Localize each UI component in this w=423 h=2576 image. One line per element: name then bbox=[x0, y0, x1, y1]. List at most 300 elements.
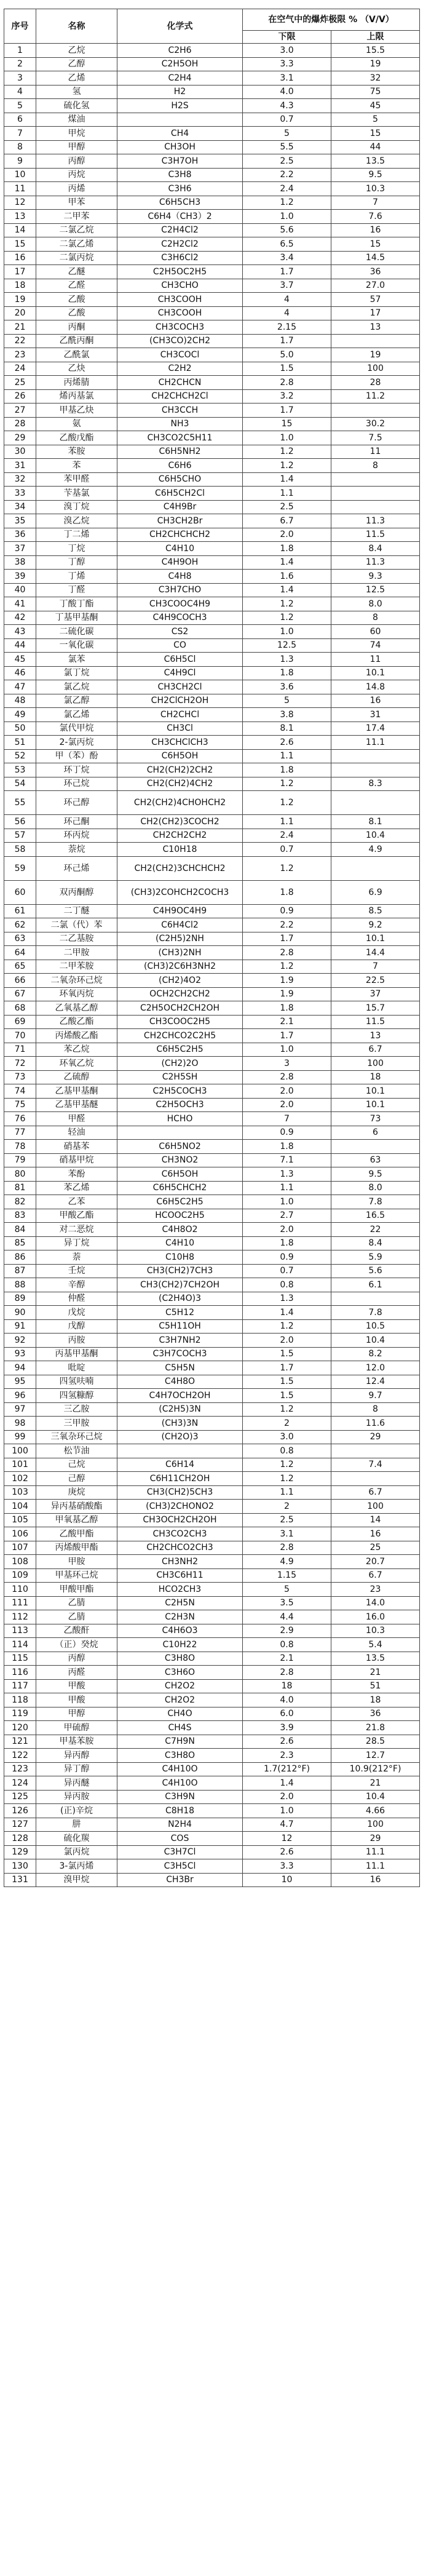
cell-lower-limit: 2.8 bbox=[243, 1070, 331, 1084]
cell-name: 氢 bbox=[36, 85, 117, 99]
cell-index: 127 bbox=[4, 1818, 36, 1832]
cell-name: 甲基环己烷 bbox=[36, 1568, 117, 1583]
cell-lower-limit: 1.1 bbox=[243, 749, 331, 763]
cell-name: 双丙酮醇 bbox=[36, 880, 117, 904]
cell-name: 环己酮 bbox=[36, 815, 117, 829]
cell-name: 乙酸 bbox=[36, 306, 117, 320]
table-row bbox=[4, 1306, 420, 1320]
cell-formula: CH2(CH2)4CH2 bbox=[117, 777, 243, 791]
cell-formula: C6H4Cl2 bbox=[117, 918, 243, 932]
table-row bbox=[4, 1417, 420, 1431]
cell-index: 33 bbox=[4, 487, 36, 501]
cell-index: 39 bbox=[4, 570, 36, 584]
cell-formula: C5H11OH bbox=[117, 1319, 243, 1334]
cell-lower-limit: 1.4 bbox=[243, 1776, 331, 1791]
table-row bbox=[4, 597, 420, 611]
table-row bbox=[4, 196, 420, 210]
table-row bbox=[4, 987, 420, 1001]
cell-index: 78 bbox=[4, 1140, 36, 1154]
cell-name: 丙醇 bbox=[36, 154, 117, 169]
cell-name: 肼 bbox=[36, 1818, 117, 1832]
cell-index: 7 bbox=[4, 127, 36, 141]
cell-lower-limit: 1.3 bbox=[243, 1167, 331, 1182]
cell-upper-limit: 7 bbox=[331, 196, 420, 210]
cell-lower-limit: 1.0 bbox=[243, 210, 331, 224]
cell-formula: C2H3N bbox=[117, 1610, 243, 1624]
cell-formula: (CH3)2NH bbox=[117, 946, 243, 960]
cell-name: 二甲苯 bbox=[36, 210, 117, 224]
cell-upper-limit: 36 bbox=[331, 1707, 420, 1721]
cell-lower-limit: 1.7(212°F) bbox=[243, 1762, 331, 1776]
table-row bbox=[4, 362, 420, 376]
table-row bbox=[4, 127, 420, 141]
cell-lower-limit: 0.7 bbox=[243, 1264, 331, 1278]
cell-formula: C6H5Cl bbox=[117, 653, 243, 667]
cell-formula: C6H5NO2 bbox=[117, 1140, 243, 1154]
cell-name: 三甲胺 bbox=[36, 1417, 117, 1431]
cell-lower-limit: 2.0 bbox=[243, 528, 331, 542]
cell-name: 溴甲烷 bbox=[36, 1873, 117, 1887]
cell-upper-limit: 63 bbox=[331, 1153, 420, 1167]
table-row bbox=[4, 1319, 420, 1334]
cell-index: 69 bbox=[4, 1015, 36, 1029]
cell-index: 120 bbox=[4, 1721, 36, 1735]
cell-upper-limit: 5.9 bbox=[331, 1250, 420, 1265]
cell-lower-limit: 1.4 bbox=[243, 472, 331, 487]
cell-formula: C4H10 bbox=[117, 1236, 243, 1250]
cell-lower-limit: 2.8 bbox=[243, 376, 331, 390]
cell-formula: C3H5Cl bbox=[117, 1859, 243, 1874]
cell-name: 甲烷 bbox=[36, 127, 117, 141]
cell-index: 100 bbox=[4, 1444, 36, 1458]
cell-lower-limit: 2.4 bbox=[243, 829, 331, 843]
cell-upper-limit: 8.1 bbox=[331, 815, 420, 829]
cell-formula: C3H6 bbox=[117, 182, 243, 196]
cell-index: 48 bbox=[4, 694, 36, 708]
cell-lower-limit: 5.0 bbox=[243, 348, 331, 362]
table-row bbox=[4, 1001, 420, 1016]
cell-name: 丙胺 bbox=[36, 1334, 117, 1348]
cell-lower-limit: 1.8 bbox=[243, 1236, 331, 1250]
cell-index: 19 bbox=[4, 293, 36, 307]
cell-upper-limit: 74 bbox=[331, 638, 420, 653]
cell-name: 乙酸甲酯 bbox=[36, 1527, 117, 1541]
cell-index: 129 bbox=[4, 1845, 36, 1859]
cell-upper-limit: 51 bbox=[331, 1679, 420, 1693]
cell-index: 16 bbox=[4, 251, 36, 265]
cell-formula: (CH2)4O2 bbox=[117, 974, 243, 988]
cell-upper-limit: 11.1 bbox=[331, 1845, 420, 1859]
cell-formula: C3H7OH bbox=[117, 154, 243, 169]
cell-lower-limit: 6.0 bbox=[243, 1707, 331, 1721]
cell-formula: HCO2CH3 bbox=[117, 1583, 243, 1597]
cell-lower-limit: 0.9 bbox=[243, 1126, 331, 1140]
cell-upper-limit bbox=[331, 1472, 420, 1486]
cell-index: 91 bbox=[4, 1319, 36, 1334]
cell-index: 61 bbox=[4, 904, 36, 918]
cell-lower-limit: 1.8 bbox=[243, 880, 331, 904]
cell-upper-limit: 7.5 bbox=[331, 431, 420, 445]
cell-index: 20 bbox=[4, 306, 36, 320]
cell-formula: N2H4 bbox=[117, 1818, 243, 1832]
cell-name: 戊醇 bbox=[36, 1319, 117, 1334]
cell-lower-limit: 3.6 bbox=[243, 680, 331, 694]
table-row bbox=[4, 1389, 420, 1403]
cell-lower-limit: 2 bbox=[243, 1500, 331, 1514]
table-row bbox=[4, 140, 420, 154]
cell-formula: C6H11CH2OH bbox=[117, 1472, 243, 1486]
table-row bbox=[4, 1596, 420, 1610]
cell-upper-limit: 10.4 bbox=[331, 829, 420, 843]
table-row bbox=[4, 856, 420, 880]
table-row bbox=[4, 1029, 420, 1043]
cell-formula bbox=[117, 1444, 243, 1458]
cell-formula: CH3OCH2CH2OH bbox=[117, 1513, 243, 1527]
cell-index: 73 bbox=[4, 1070, 36, 1084]
cell-lower-limit: 1.3 bbox=[243, 1292, 331, 1306]
cell-upper-limit: 11.1 bbox=[331, 736, 420, 750]
cell-name: 氯代甲烷 bbox=[36, 722, 117, 736]
cell-index: 81 bbox=[4, 1181, 36, 1195]
cell-index: 52 bbox=[4, 749, 36, 763]
table-row bbox=[4, 1832, 420, 1846]
table-row bbox=[4, 210, 420, 224]
cell-name: 乙苯 bbox=[36, 1195, 117, 1209]
cell-index: 125 bbox=[4, 1790, 36, 1804]
cell-upper-limit: 14.8 bbox=[331, 680, 420, 694]
cell-name: 丙烯酸乙酯 bbox=[36, 1029, 117, 1043]
cell-lower-limit: 3.5 bbox=[243, 1596, 331, 1610]
cell-lower-limit: 2.5 bbox=[243, 1513, 331, 1527]
cell-name: 煤油 bbox=[36, 113, 117, 127]
cell-lower-limit: 2.6 bbox=[243, 736, 331, 750]
cell-upper-limit bbox=[331, 500, 420, 514]
cell-index: 130 bbox=[4, 1859, 36, 1874]
cell-formula: CH2(CH2)3COCH2 bbox=[117, 815, 243, 829]
cell-name: 烯丙基氯 bbox=[36, 389, 117, 403]
cell-name: 二氯丙烷 bbox=[36, 251, 117, 265]
cell-lower-limit: 2.2 bbox=[243, 918, 331, 932]
table-row bbox=[4, 44, 420, 58]
cell-lower-limit: 1.1 bbox=[243, 1181, 331, 1195]
cell-name: 丙醇 bbox=[36, 1652, 117, 1666]
cell-lower-limit: 3.0 bbox=[243, 1430, 331, 1444]
cell-lower-limit: 2.0 bbox=[243, 1084, 331, 1099]
cell-lower-limit: 2.0 bbox=[243, 1790, 331, 1804]
cell-upper-limit: 7.4 bbox=[331, 1458, 420, 1472]
cell-lower-limit: 2.8 bbox=[243, 1666, 331, 1680]
cell-formula: C3H9N bbox=[117, 1790, 243, 1804]
table-row bbox=[4, 1541, 420, 1555]
cell-upper-limit: 11.3 bbox=[331, 514, 420, 528]
table-row bbox=[4, 1181, 420, 1195]
cell-name: 环丁烷 bbox=[36, 763, 117, 777]
cell-upper-limit: 6 bbox=[331, 1126, 420, 1140]
cell-lower-limit: 1.7 bbox=[243, 1029, 331, 1043]
cell-formula: CH3COCl bbox=[117, 348, 243, 362]
cell-index: 22 bbox=[4, 334, 36, 348]
cell-formula: C4H10O bbox=[117, 1762, 243, 1776]
cell-index: 116 bbox=[4, 1666, 36, 1680]
cell-formula: CH3OH bbox=[117, 140, 243, 154]
cell-formula: (CH3)2COHCH2COCH3 bbox=[117, 880, 243, 904]
header-lower-limit: 下限 bbox=[243, 31, 331, 44]
cell-name: 松节油 bbox=[36, 1444, 117, 1458]
cell-upper-limit bbox=[331, 1444, 420, 1458]
table-row bbox=[4, 918, 420, 932]
cell-index: 64 bbox=[4, 946, 36, 960]
cell-lower-limit: 1.0 bbox=[243, 1195, 331, 1209]
header-formula: 化学式 bbox=[117, 9, 243, 44]
table-row bbox=[4, 542, 420, 556]
cell-formula: CH2CHCHCH2 bbox=[117, 528, 243, 542]
table-row bbox=[4, 293, 420, 307]
cell-name: 氯乙醇 bbox=[36, 694, 117, 708]
cell-index: 104 bbox=[4, 1500, 36, 1514]
cell-index: 83 bbox=[4, 1209, 36, 1223]
cell-upper-limit: 11 bbox=[331, 445, 420, 459]
cell-upper-limit: 16 bbox=[331, 1527, 420, 1541]
cell-index: 30 bbox=[4, 445, 36, 459]
table-row bbox=[4, 1223, 420, 1237]
cell-upper-limit: 6.7 bbox=[331, 1568, 420, 1583]
cell-name: 苯乙烯 bbox=[36, 1181, 117, 1195]
cell-lower-limit: 2.9 bbox=[243, 1624, 331, 1638]
cell-name: 乙醇 bbox=[36, 57, 117, 71]
cell-name: 苯甲醛 bbox=[36, 472, 117, 487]
cell-index: 115 bbox=[4, 1652, 36, 1666]
cell-name: 甲硫醇 bbox=[36, 1721, 117, 1735]
cell-index: 86 bbox=[4, 1250, 36, 1265]
cell-formula: H2 bbox=[117, 85, 243, 99]
cell-name: 丁二烯 bbox=[36, 528, 117, 542]
cell-index: 57 bbox=[4, 829, 36, 843]
cell-formula: C2H4 bbox=[117, 71, 243, 85]
cell-index: 82 bbox=[4, 1195, 36, 1209]
cell-index: 29 bbox=[4, 431, 36, 445]
cell-formula bbox=[117, 113, 243, 127]
cell-formula: C6H5CH2Cl bbox=[117, 487, 243, 501]
cell-formula: C2H5OH bbox=[117, 57, 243, 71]
cell-index: 32 bbox=[4, 472, 36, 487]
cell-upper-limit: 10.5 bbox=[331, 1319, 420, 1334]
cell-name: 甲基乙炔 bbox=[36, 403, 117, 418]
cell-name: 乙烷 bbox=[36, 44, 117, 58]
cell-upper-limit: 8.2 bbox=[331, 1347, 420, 1361]
cell-name: 氨 bbox=[36, 417, 117, 431]
table-row bbox=[4, 1153, 420, 1167]
cell-upper-limit: 13.5 bbox=[331, 154, 420, 169]
table-row bbox=[4, 1583, 420, 1597]
cell-formula: CH3CHO bbox=[117, 279, 243, 293]
cell-formula: CS2 bbox=[117, 625, 243, 639]
cell-index: 68 bbox=[4, 1001, 36, 1016]
table-row bbox=[4, 1693, 420, 1707]
table-row bbox=[4, 1790, 420, 1804]
cell-index: 4 bbox=[4, 85, 36, 99]
table-row bbox=[4, 223, 420, 237]
cell-upper-limit: 100 bbox=[331, 362, 420, 376]
cell-index: 107 bbox=[4, 1541, 36, 1555]
cell-lower-limit: 3.1 bbox=[243, 1527, 331, 1541]
cell-index: 34 bbox=[4, 500, 36, 514]
table-row bbox=[4, 843, 420, 857]
cell-index: 90 bbox=[4, 1306, 36, 1320]
table-row bbox=[4, 1209, 420, 1223]
cell-index: 114 bbox=[4, 1638, 36, 1652]
cell-lower-limit: 1.9 bbox=[243, 987, 331, 1001]
cell-formula: C2H6 bbox=[117, 44, 243, 58]
cell-upper-limit: 15 bbox=[331, 127, 420, 141]
cell-formula: C6H5OH bbox=[117, 1167, 243, 1182]
cell-upper-limit: 16 bbox=[331, 223, 420, 237]
cell-lower-limit: 0.9 bbox=[243, 1250, 331, 1265]
cell-formula: C4H10 bbox=[117, 542, 243, 556]
table-row bbox=[4, 815, 420, 829]
table-row bbox=[4, 1070, 420, 1084]
cell-lower-limit: 1.7 bbox=[243, 334, 331, 348]
cell-name: 苯酚 bbox=[36, 1167, 117, 1182]
cell-lower-limit: 1.2 bbox=[243, 777, 331, 791]
cell-formula: C2H5COCH3 bbox=[117, 1084, 243, 1099]
cell-upper-limit: 8.4 bbox=[331, 542, 420, 556]
table-row bbox=[4, 1859, 420, 1874]
cell-formula: CH3CO2CH3 bbox=[117, 1527, 243, 1541]
cell-formula: CH3CH2Cl bbox=[117, 680, 243, 694]
cell-upper-limit: 13 bbox=[331, 320, 420, 335]
cell-index: 51 bbox=[4, 736, 36, 750]
cell-name: 乙基甲基醚 bbox=[36, 1098, 117, 1112]
cell-formula: C4H9Cl bbox=[117, 666, 243, 680]
cell-formula: HCOOC2H5 bbox=[117, 1209, 243, 1223]
cell-upper-limit: 45 bbox=[331, 99, 420, 113]
table-row bbox=[4, 708, 420, 722]
cell-lower-limit: 1.2 bbox=[243, 597, 331, 611]
cell-index: 67 bbox=[4, 987, 36, 1001]
cell-index: 26 bbox=[4, 389, 36, 403]
cell-name: 苯 bbox=[36, 459, 117, 473]
cell-index: 53 bbox=[4, 763, 36, 777]
cell-lower-limit: 1.2 bbox=[243, 1458, 331, 1472]
cell-upper-limit: 36 bbox=[331, 265, 420, 279]
cell-name: 氯乙烷 bbox=[36, 680, 117, 694]
cell-lower-limit: 3.3 bbox=[243, 1859, 331, 1874]
cell-name: 丁基甲基酮 bbox=[36, 611, 117, 625]
table-row bbox=[4, 1043, 420, 1057]
cell-lower-limit: 12.5 bbox=[243, 638, 331, 653]
cell-upper-limit: 21 bbox=[331, 1666, 420, 1680]
cell-upper-limit: 16.0 bbox=[331, 1610, 420, 1624]
cell-upper-limit: 8.4 bbox=[331, 1236, 420, 1250]
table-row bbox=[4, 417, 420, 431]
cell-lower-limit: 1.9 bbox=[243, 974, 331, 988]
cell-index: 131 bbox=[4, 1873, 36, 1887]
cell-index: 11 bbox=[4, 182, 36, 196]
cell-index: 70 bbox=[4, 1029, 36, 1043]
cell-formula: CH4O bbox=[117, 1707, 243, 1721]
table-body bbox=[4, 44, 420, 1887]
cell-index: 25 bbox=[4, 376, 36, 390]
cell-lower-limit: 10 bbox=[243, 1873, 331, 1887]
cell-upper-limit: 75 bbox=[331, 85, 420, 99]
table-row bbox=[4, 251, 420, 265]
cell-name: 硫化羰 bbox=[36, 1832, 117, 1846]
cell-name: 二甲胺 bbox=[36, 946, 117, 960]
table-row bbox=[4, 472, 420, 487]
header-name: 名称 bbox=[36, 9, 117, 44]
table-row bbox=[4, 237, 420, 252]
table-row bbox=[4, 487, 420, 501]
table-row bbox=[4, 1818, 420, 1832]
cell-lower-limit: 1.2 bbox=[243, 1402, 331, 1417]
table-row bbox=[4, 168, 420, 182]
cell-formula: C3H7CHO bbox=[117, 583, 243, 597]
cell-lower-limit: 1.3 bbox=[243, 653, 331, 667]
cell-index: 76 bbox=[4, 1112, 36, 1126]
cell-lower-limit: 1.6 bbox=[243, 570, 331, 584]
cell-index: 2 bbox=[4, 57, 36, 71]
cell-upper-limit: 13 bbox=[331, 1029, 420, 1043]
cell-upper-limit: 29 bbox=[331, 1832, 420, 1846]
table-row bbox=[4, 459, 420, 473]
cell-formula: C4H8O2 bbox=[117, 1223, 243, 1237]
cell-lower-limit: 1.2 bbox=[243, 1472, 331, 1486]
cell-formula: C3H7Cl bbox=[117, 1845, 243, 1859]
cell-name: 四氢糠醇 bbox=[36, 1389, 117, 1403]
header-upper-limit: 上限 bbox=[331, 31, 420, 44]
cell-lower-limit: 1.2 bbox=[243, 459, 331, 473]
cell-upper-limit: 7.6 bbox=[331, 210, 420, 224]
cell-upper-limit: 37 bbox=[331, 987, 420, 1001]
cell-upper-limit: 10.4 bbox=[331, 1334, 420, 1348]
cell-name: 氯苯 bbox=[36, 653, 117, 667]
cell-lower-limit: 1.4 bbox=[243, 1306, 331, 1320]
cell-upper-limit: 44 bbox=[331, 140, 420, 154]
cell-formula: CH2CH2CH2 bbox=[117, 829, 243, 843]
cell-formula: C3H6Cl2 bbox=[117, 251, 243, 265]
explosion-limits-table bbox=[4, 9, 420, 1887]
table-row bbox=[4, 1015, 420, 1029]
cell-formula: C2H2Cl2 bbox=[117, 237, 243, 252]
cell-name: 乙酸 bbox=[36, 293, 117, 307]
cell-index: 72 bbox=[4, 1057, 36, 1071]
cell-name: 三乙胺 bbox=[36, 1402, 117, 1417]
cell-lower-limit: 3.3 bbox=[243, 57, 331, 71]
cell-upper-limit: 60 bbox=[331, 625, 420, 639]
cell-index: 36 bbox=[4, 528, 36, 542]
cell-name: 甲酸乙酯 bbox=[36, 1209, 117, 1223]
cell-upper-limit: 7.8 bbox=[331, 1195, 420, 1209]
cell-upper-limit: 6.7 bbox=[331, 1485, 420, 1500]
cell-formula: (CH3CO)2CH2 bbox=[117, 334, 243, 348]
cell-upper-limit bbox=[331, 334, 420, 348]
cell-upper-limit: 10.1 bbox=[331, 932, 420, 946]
cell-formula: CH3CO2C5H11 bbox=[117, 431, 243, 445]
cell-formula: C6H5NH2 bbox=[117, 445, 243, 459]
cell-formula: C2H5SH bbox=[117, 1070, 243, 1084]
cell-name: 壬烷 bbox=[36, 1264, 117, 1278]
cell-index: 112 bbox=[4, 1610, 36, 1624]
table-row bbox=[4, 514, 420, 528]
cell-upper-limit: 11 bbox=[331, 653, 420, 667]
cell-name: 丙烯腈 bbox=[36, 376, 117, 390]
cell-upper-limit: 100 bbox=[331, 1818, 420, 1832]
cell-name: （正）癸烷 bbox=[36, 1638, 117, 1652]
cell-lower-limit: 2.6 bbox=[243, 1735, 331, 1749]
cell-formula: CH3CCH bbox=[117, 403, 243, 418]
cell-name: 二氯（代）苯 bbox=[36, 918, 117, 932]
cell-lower-limit: 7.1 bbox=[243, 1153, 331, 1167]
